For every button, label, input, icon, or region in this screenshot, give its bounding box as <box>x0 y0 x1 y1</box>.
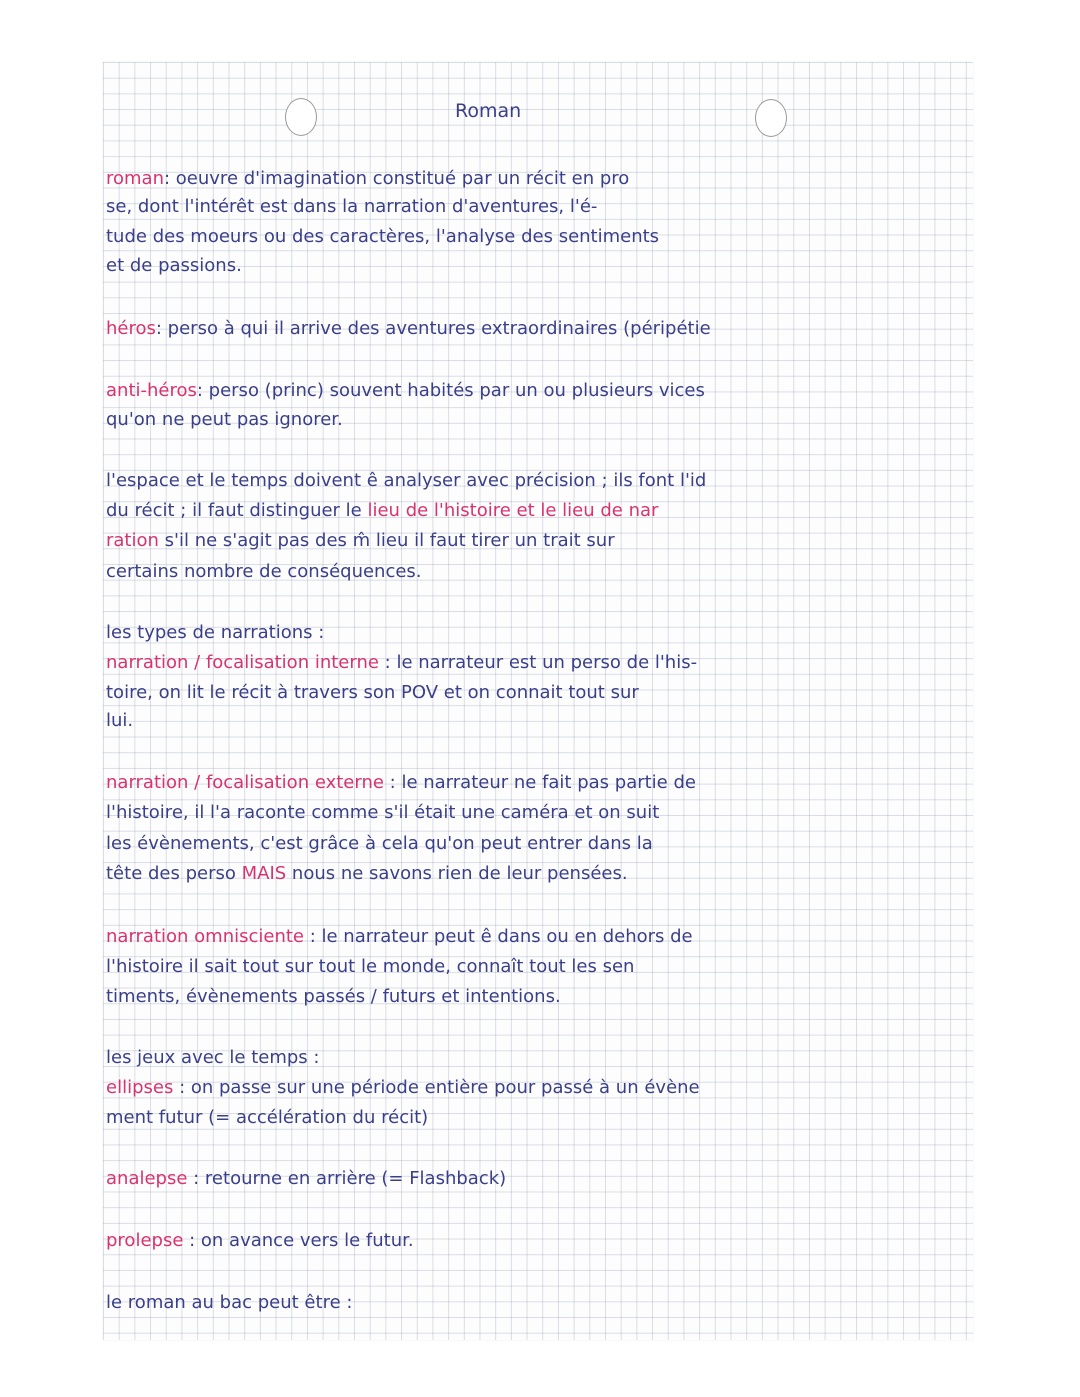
omni-line-2: l'histoire il sait tout sur tout le monde, connaît tout les sen <box>106 956 635 977</box>
analepse-line <box>106 1168 506 1190</box>
bac-line: le roman au bac peut être : <box>106 1292 353 1313</box>
espace-line-4: certains nombre de conséquences. <box>106 561 422 582</box>
heros-definition <box>106 318 711 340</box>
heros-text: : perso à qui il arrive des aventures extraordinaires (péripétie <box>155 318 711 339</box>
binder-hole-right <box>755 99 787 137</box>
ellipses-line-1 <box>106 1077 700 1099</box>
externe-text-4b: nous ne savons rien de leur pensées. <box>286 863 628 884</box>
espace-text-3a: ration <box>106 530 159 551</box>
term-ellipses: ellipses <box>106 1077 174 1098</box>
roman-definition-line-3: tude des moeurs ou des caractères, l'analyse des sentiments <box>106 226 660 247</box>
interne-text-1: : le narrateur est un perso de l'his- <box>378 652 698 673</box>
roman-text-1: : oeuvre d'imagination constitué par un récit en pro <box>164 168 630 189</box>
analepse-text: : retourne en arrière (= Flashback) <box>187 1168 507 1189</box>
ellipses-text-1: : on passe sur une période entière pour passé à un évène <box>173 1077 700 1098</box>
term-prolepse: prolepse <box>106 1230 184 1251</box>
term-roman: roman <box>106 168 164 189</box>
roman-definition-line-2: se, dont l'intérêt est dans la narration d'aventures, l'é- <box>106 196 598 217</box>
binder-hole-left <box>285 98 317 136</box>
prolepse-line <box>106 1230 414 1252</box>
omni-line-3: timents, évènements passés / futurs et intentions. <box>106 986 561 1007</box>
term-antiheros: anti-héros <box>106 380 197 401</box>
roman-definition-line-1 <box>106 168 629 190</box>
externe-text-1: : le narrateur ne fait pas partie de <box>383 772 696 793</box>
antiheros-text-1: : perso (princ) souvent habités par un ou plusieurs vices <box>196 380 705 401</box>
term-omnisciente: narration omnisciente <box>106 926 304 947</box>
term-externe: narration / focalisation externe <box>106 772 384 793</box>
externe-line-1 <box>106 772 696 794</box>
antiheros-definition-line-2: qu'on ne peut pas ignorer. <box>106 409 343 430</box>
prolepse-text: : on avance vers le futur. <box>183 1230 414 1251</box>
types-heading: les types de narrations : <box>106 622 325 643</box>
interne-line-3: lui. <box>106 710 134 731</box>
interne-line-1 <box>106 652 697 674</box>
espace-line-1: l'espace et le temps doivent ê analyser avec précision ; ils font l'id <box>106 470 707 491</box>
antiheros-definition-line-1 <box>106 380 705 402</box>
espace-text-3b: s'il ne s'agit pas des m̂ lieu il faut tirer un trait sur <box>158 530 615 551</box>
omni-line-1 <box>106 926 693 948</box>
term-interne: narration / focalisation interne <box>106 652 379 673</box>
espace-line-3 <box>106 530 615 552</box>
externe-text-4a: tête des perso <box>106 863 242 884</box>
externe-line-4 <box>106 863 628 885</box>
externe-line-3: les évènements, c'est grâce à cela qu'on peut entrer dans la <box>106 833 653 854</box>
omni-text-1: : le narrateur peut ê dans ou en dehors de <box>304 926 693 947</box>
term-heros: héros <box>106 318 156 339</box>
interne-line-2: toire, on lit le récit à travers son POV et on connait tout sur <box>106 682 639 703</box>
roman-definition-line-4: et de passions. <box>106 255 242 276</box>
espace-text-2a: du récit ; il faut distinguer le <box>106 500 368 521</box>
ellipses-line-2: ment futur (= accélération du récit) <box>106 1107 429 1128</box>
externe-line-2: l'histoire, il l'a raconte comme s'il était une caméra et on suit <box>106 802 660 823</box>
espace-text-2b: lieu de l'histoire et le lieu de nar <box>367 500 659 521</box>
jeux-heading: les jeux avec le temps : <box>106 1047 320 1068</box>
espace-line-2 <box>106 500 658 522</box>
externe-text-mais: MAIS <box>241 863 287 884</box>
page-title: Roman <box>455 100 522 122</box>
term-analepse: analepse <box>106 1168 188 1189</box>
